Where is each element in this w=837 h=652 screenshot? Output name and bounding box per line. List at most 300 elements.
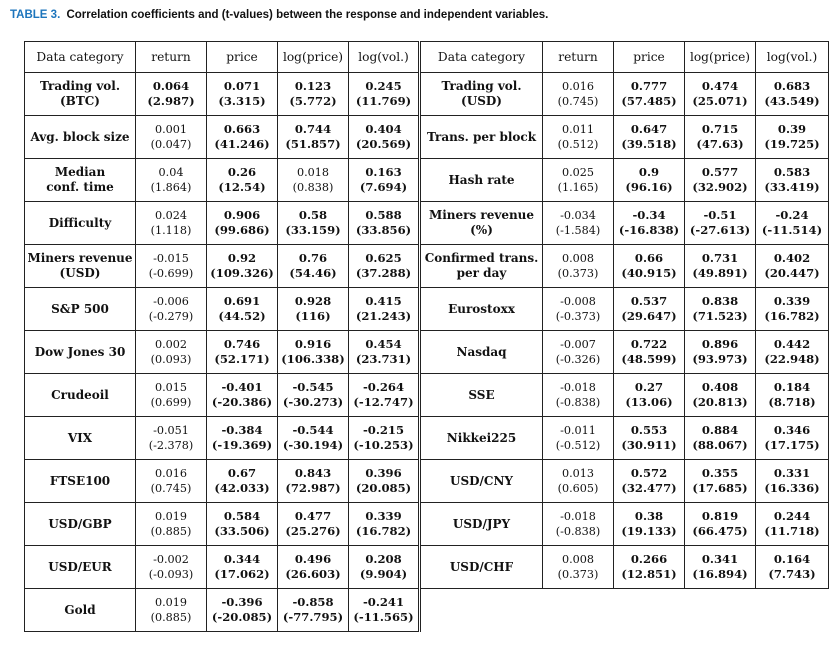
t-value: (16.782)	[764, 309, 820, 323]
table-row	[25, 417, 829, 460]
correlation-value: 0.001	[154, 123, 188, 136]
correlation-value: 0.715	[701, 122, 739, 136]
correlation-value: 0.691	[223, 294, 261, 308]
t-value: (99.686)	[214, 223, 270, 237]
value-cell-right	[543, 116, 614, 159]
table-row	[25, 503, 829, 546]
correlation-value: 0.58	[298, 208, 328, 222]
value-cell-left	[349, 245, 420, 288]
t-value: (49.891)	[692, 266, 748, 280]
value-cell-left	[349, 202, 420, 245]
t-value: (0.373)	[557, 568, 599, 581]
table-caption-label: TABLE 3.	[10, 9, 61, 21]
value-cell-left	[207, 503, 278, 546]
header-log-price-left: log(price)	[278, 42, 349, 73]
category-label: S&P 500	[51, 301, 109, 316]
t-value: (-77.795)	[282, 610, 344, 624]
category-cell-right	[420, 116, 543, 159]
category-label: Miners revenue	[428, 208, 535, 222]
correlation-value: 0.906	[223, 208, 261, 222]
correlation-value: 0.477	[294, 509, 332, 523]
correlation-value: -0.34	[632, 208, 666, 222]
correlation-value: 0.722	[630, 337, 668, 351]
t-value: (0.047)	[150, 138, 192, 151]
correlation-value: 0.013	[561, 467, 595, 480]
value-cell-left	[136, 288, 207, 331]
correlation-value: -0.215	[362, 423, 405, 437]
correlation-value: 0.916	[294, 337, 332, 351]
t-value: (16.782)	[355, 524, 412, 538]
t-value: (71.523)	[692, 309, 748, 323]
t-value: (23.731)	[355, 352, 412, 366]
value-cell-left	[136, 202, 207, 245]
t-value: (17.685)	[692, 481, 748, 495]
correlation-value: 0.625	[365, 251, 402, 265]
t-value: (16.336)	[764, 481, 820, 495]
t-value: (0.745)	[557, 95, 599, 108]
value-cell-right	[685, 417, 756, 460]
correlation-value: 0.341	[701, 552, 739, 566]
correlation-value: 0.015	[154, 381, 188, 394]
correlation-value: 0.244	[773, 509, 811, 523]
value-cell-left	[349, 546, 420, 589]
value-cell-left	[349, 288, 420, 331]
t-value: (-12.747)	[353, 395, 414, 409]
correlation-value: 0.67	[227, 466, 257, 480]
correlation-value: 0.39	[777, 122, 807, 136]
category-label: VIX	[67, 430, 93, 445]
value-cell-left	[207, 73, 278, 116]
correlation-value: 0.577	[701, 165, 739, 179]
t-value: (47.63)	[696, 137, 744, 151]
correlation-value: -0.241	[362, 595, 405, 609]
correlation-value: 0.402	[773, 251, 811, 265]
t-value: (1.165)	[557, 181, 599, 194]
correlation-value: 0.777	[630, 79, 668, 93]
value-cell-right	[685, 503, 756, 546]
category-label: SSE	[468, 387, 495, 402]
category-label: Crudeoil	[51, 387, 109, 402]
value-cell-right	[685, 73, 756, 116]
correlation-value: 0.928	[294, 294, 332, 308]
t-value: (-0.373)	[555, 310, 601, 323]
value-cell-right	[756, 503, 829, 546]
category-cell-right	[420, 460, 543, 503]
category-cell-left	[25, 374, 136, 417]
correlation-value: -0.008	[560, 295, 596, 308]
correlation-value: 0.647	[630, 122, 668, 136]
t-value: (17.062)	[214, 567, 270, 581]
t-value: (37.288)	[355, 266, 412, 280]
category-cell-left	[25, 202, 136, 245]
header-data-category-left: Data category	[25, 42, 136, 73]
t-value: (20.447)	[764, 266, 820, 280]
category-label: (BTC)	[60, 94, 100, 108]
category-cell-right	[420, 417, 543, 460]
t-value: (25.071)	[692, 94, 748, 108]
table-row	[25, 202, 829, 245]
category-label: Nasdaq	[456, 344, 507, 359]
value-cell-right	[685, 245, 756, 288]
t-value: (42.033)	[214, 481, 270, 495]
value-cell-right	[756, 202, 829, 245]
correlation-value: 0.011	[561, 123, 595, 136]
category-label: Avg. block size	[30, 129, 130, 144]
value-cell-left	[207, 589, 278, 632]
value-cell-left	[349, 116, 420, 159]
value-cell-left	[278, 116, 349, 159]
correlation-value: 0.396	[365, 466, 402, 480]
t-value: (0.699)	[150, 396, 192, 409]
category-cell-right	[420, 288, 543, 331]
category-cell-right	[420, 331, 543, 374]
t-value: (-0.699)	[148, 267, 194, 280]
table-caption	[10, 9, 548, 21]
category-label: USD/JPY	[452, 516, 511, 531]
table-row	[25, 73, 829, 116]
value-cell-right	[756, 288, 829, 331]
value-cell-right	[614, 73, 685, 116]
value-cell-right	[543, 417, 614, 460]
t-value: (52.171)	[214, 352, 270, 366]
correlation-value: 0.442	[773, 337, 811, 351]
correlation-value: 0.408	[701, 380, 739, 394]
t-value: (22.948)	[764, 352, 820, 366]
correlation-value: 0.572	[630, 466, 668, 480]
value-cell-right	[543, 460, 614, 503]
t-value: (-1.584)	[555, 224, 601, 237]
value-cell-right	[614, 245, 685, 288]
t-value: (-0.093)	[148, 568, 194, 581]
value-cell-left	[136, 546, 207, 589]
correlation-value: 0.331	[773, 466, 811, 480]
t-value: (41.246)	[214, 137, 270, 151]
category-cell-left	[25, 245, 136, 288]
category-cell-left	[25, 331, 136, 374]
correlation-value: 0.064	[152, 79, 190, 93]
t-value: (54.46)	[289, 266, 337, 280]
t-value: (39.518)	[621, 137, 677, 151]
value-cell-left	[349, 159, 420, 202]
category-label: (USD)	[59, 266, 101, 280]
correlation-value: 0.339	[773, 294, 811, 308]
value-cell-right	[614, 417, 685, 460]
correlation-table	[24, 41, 829, 632]
header-log-vol-left: log(vol.)	[349, 42, 420, 73]
correlation-value: 0.838	[701, 294, 739, 308]
value-cell-right	[614, 159, 685, 202]
t-value: (21.243)	[355, 309, 412, 323]
value-cell-left	[207, 116, 278, 159]
t-value: (26.603)	[285, 567, 341, 581]
value-cell-left	[207, 159, 278, 202]
correlation-value: -0.858	[292, 595, 334, 609]
category-label: USD/EUR	[48, 559, 112, 574]
value-cell-right	[543, 245, 614, 288]
correlation-value: -0.034	[560, 209, 596, 222]
correlation-value: 0.819	[701, 509, 739, 523]
correlation-value: -0.007	[560, 338, 596, 351]
category-label: Eurostoxx	[448, 301, 515, 316]
table-caption-text: Correlation coefficients and (t-values) between the response and independent variables.	[66, 9, 549, 21]
t-value: (43.549)	[764, 94, 820, 108]
correlation-value: 0.496	[294, 552, 332, 566]
t-value: (0.373)	[557, 267, 599, 280]
value-cell-left	[278, 202, 349, 245]
empty-cell	[420, 589, 829, 632]
value-cell-right	[756, 73, 829, 116]
category-label: Nikkei225	[446, 430, 517, 445]
category-cell-left	[25, 503, 136, 546]
category-label: Hash rate	[448, 172, 515, 187]
correlation-value: 0.164	[773, 552, 811, 566]
value-cell-right	[685, 546, 756, 589]
value-cell-left	[349, 331, 420, 374]
correlation-value: -0.011	[560, 424, 596, 437]
correlation-value: 0.04	[158, 166, 184, 179]
t-value: (93.973)	[692, 352, 748, 366]
t-value: (19.133)	[621, 524, 677, 538]
t-value: (-0.279)	[148, 310, 194, 323]
t-value: (0.605)	[557, 482, 599, 495]
category-cell-left	[25, 288, 136, 331]
value-cell-left	[207, 331, 278, 374]
value-cell-left	[278, 503, 349, 546]
t-value: (-0.326)	[555, 353, 601, 366]
t-value: (8.718)	[768, 395, 816, 409]
value-cell-right	[543, 159, 614, 202]
value-cell-right	[685, 288, 756, 331]
t-value: (-20.085)	[211, 610, 273, 624]
table-row	[25, 159, 829, 202]
correlation-value: 0.404	[365, 122, 402, 136]
category-label: Miners revenue	[27, 251, 133, 265]
value-cell-left	[136, 589, 207, 632]
value-cell-left	[349, 73, 420, 116]
header-price-left: price	[207, 42, 278, 73]
table-body	[25, 73, 829, 632]
correlation-value: 0.163	[365, 165, 402, 179]
t-value: (25.276)	[285, 524, 341, 538]
category-cell-right	[420, 374, 543, 417]
t-value: (29.647)	[621, 309, 677, 323]
t-value: (11.718)	[764, 524, 820, 538]
t-value: (96.16)	[625, 180, 673, 194]
value-cell-right	[543, 73, 614, 116]
value-cell-left	[207, 417, 278, 460]
correlation-value: -0.396	[221, 595, 263, 609]
correlation-value: 0.002	[154, 338, 188, 351]
correlation-value: 0.208	[365, 552, 402, 566]
t-value: (-11.565)	[353, 610, 414, 624]
t-value: (30.911)	[621, 438, 677, 452]
value-cell-right	[543, 374, 614, 417]
category-label: Trading vol.	[441, 79, 522, 93]
value-cell-left	[136, 116, 207, 159]
value-cell-left	[278, 417, 349, 460]
correlation-value: 0.474	[701, 79, 739, 93]
correlation-value: 0.584	[223, 509, 261, 523]
table-row	[25, 374, 829, 417]
correlation-value: -0.264	[362, 380, 405, 394]
value-cell-left	[136, 245, 207, 288]
t-value: (-0.838)	[555, 525, 601, 538]
t-value: (0.838)	[292, 181, 334, 194]
correlation-value: 0.266	[630, 552, 668, 566]
t-value: (-27.613)	[689, 223, 751, 237]
value-cell-left	[349, 460, 420, 503]
t-value: (-30.273)	[282, 395, 344, 409]
value-cell-right	[756, 417, 829, 460]
t-value: (-11.514)	[761, 223, 823, 237]
t-value: (0.885)	[150, 525, 192, 538]
correlation-value: 0.018	[296, 166, 330, 179]
table-row	[25, 288, 829, 331]
correlation-value: 0.019	[154, 596, 188, 609]
value-cell-left	[278, 245, 349, 288]
value-cell-left	[207, 202, 278, 245]
value-cell-left	[207, 245, 278, 288]
correlation-value: 0.92	[227, 251, 257, 265]
category-cell-right	[420, 503, 543, 546]
correlation-value: 0.27	[634, 380, 664, 394]
value-cell-left	[136, 73, 207, 116]
category-label: USD/GBP	[48, 516, 112, 531]
value-cell-left	[136, 503, 207, 546]
category-cell-right	[420, 159, 543, 202]
category-label: Confirmed trans.	[424, 251, 539, 265]
table-row	[25, 546, 829, 589]
category-label: Trans. per block	[426, 129, 537, 144]
t-value: (40.915)	[621, 266, 677, 280]
category-cell-right	[420, 202, 543, 245]
t-value: (106.338)	[281, 352, 345, 366]
category-cell-left	[25, 546, 136, 589]
category-cell-left	[25, 417, 136, 460]
t-value: (11.769)	[355, 94, 412, 108]
category-label: Median	[54, 165, 106, 179]
correlation-value: 0.38	[634, 509, 664, 523]
t-value: (17.175)	[764, 438, 820, 452]
t-value: (0.885)	[150, 611, 192, 624]
t-value: (3.315)	[218, 94, 266, 108]
t-value: (12.851)	[621, 567, 677, 581]
t-value: (-30.194)	[282, 438, 344, 452]
correlation-value: -0.018	[560, 510, 596, 523]
t-value: (1.118)	[150, 224, 192, 237]
value-cell-right	[756, 546, 829, 589]
value-cell-left	[136, 159, 207, 202]
value-cell-right	[756, 116, 829, 159]
t-value: (-10.253)	[353, 438, 414, 452]
correlation-value: -0.544	[292, 423, 334, 437]
category-label: Dow Jones 30	[34, 344, 126, 359]
value-cell-left	[136, 331, 207, 374]
header-price-right: price	[614, 42, 685, 73]
category-label: USD/CHF	[449, 559, 514, 574]
t-value: (109.326)	[210, 266, 274, 280]
value-cell-left	[278, 460, 349, 503]
t-value: (72.987)	[285, 481, 341, 495]
table-row	[25, 460, 829, 503]
header-log-vol-right: log(vol.)	[756, 42, 829, 73]
value-cell-right	[543, 503, 614, 546]
correlation-value: 0.537	[630, 294, 668, 308]
t-value: (44.52)	[218, 309, 266, 323]
t-value: (-2.378)	[148, 439, 194, 452]
value-cell-left	[207, 288, 278, 331]
value-cell-left	[278, 374, 349, 417]
header-data-category-right: Data category	[420, 42, 543, 73]
value-cell-right	[756, 331, 829, 374]
value-cell-right	[614, 546, 685, 589]
correlation-value: -0.545	[292, 380, 334, 394]
t-value: (7.743)	[768, 567, 816, 581]
correlation-value: 0.008	[561, 252, 595, 265]
value-cell-right	[614, 503, 685, 546]
value-cell-left	[207, 374, 278, 417]
t-value: (32.902)	[692, 180, 748, 194]
correlation-value: 0.344	[223, 552, 261, 566]
category-label: conf. time	[46, 180, 114, 194]
table-row	[25, 331, 829, 374]
value-cell-left	[349, 374, 420, 417]
t-value: (-20.386)	[211, 395, 273, 409]
correlation-value: 0.663	[223, 122, 261, 136]
correlation-value: 0.008	[561, 553, 595, 566]
correlation-value: 0.016	[561, 80, 595, 93]
value-cell-right	[685, 202, 756, 245]
correlation-value: 0.588	[365, 208, 402, 222]
header-return-right: return	[543, 42, 614, 73]
value-cell-left	[278, 288, 349, 331]
correlation-value: 0.355	[701, 466, 739, 480]
t-value: (9.904)	[359, 567, 408, 581]
correlation-value: 0.843	[294, 466, 332, 480]
correlation-value: 0.583	[773, 165, 811, 179]
value-cell-left	[349, 417, 420, 460]
value-cell-right	[614, 202, 685, 245]
correlation-value: 0.071	[223, 79, 261, 93]
t-value: (7.694)	[359, 180, 408, 194]
correlation-value: -0.002	[153, 553, 189, 566]
category-label: (%)	[470, 223, 493, 237]
value-cell-right	[756, 245, 829, 288]
t-value: (33.856)	[355, 223, 412, 237]
value-cell-right	[685, 331, 756, 374]
value-cell-right	[543, 288, 614, 331]
t-value: (0.093)	[150, 353, 192, 366]
category-label: Difficulty	[48, 215, 112, 230]
header-log-price-right: log(price)	[685, 42, 756, 73]
table-header-row	[25, 42, 829, 73]
correlation-value: 0.123	[294, 79, 332, 93]
correlation-value: 0.896	[701, 337, 739, 351]
correlation-value: 0.025	[561, 166, 595, 179]
correlation-value: 0.019	[154, 510, 188, 523]
t-value: (51.857)	[285, 137, 341, 151]
correlation-value: 0.346	[773, 423, 811, 437]
correlation-value: 0.76	[298, 251, 328, 265]
table-row	[25, 245, 829, 288]
value-cell-left	[207, 460, 278, 503]
correlation-value: 0.683	[773, 79, 811, 93]
value-cell-left	[136, 460, 207, 503]
correlation-value: -0.015	[153, 252, 189, 265]
value-cell-right	[614, 288, 685, 331]
value-cell-right	[614, 331, 685, 374]
category-cell-left	[25, 116, 136, 159]
